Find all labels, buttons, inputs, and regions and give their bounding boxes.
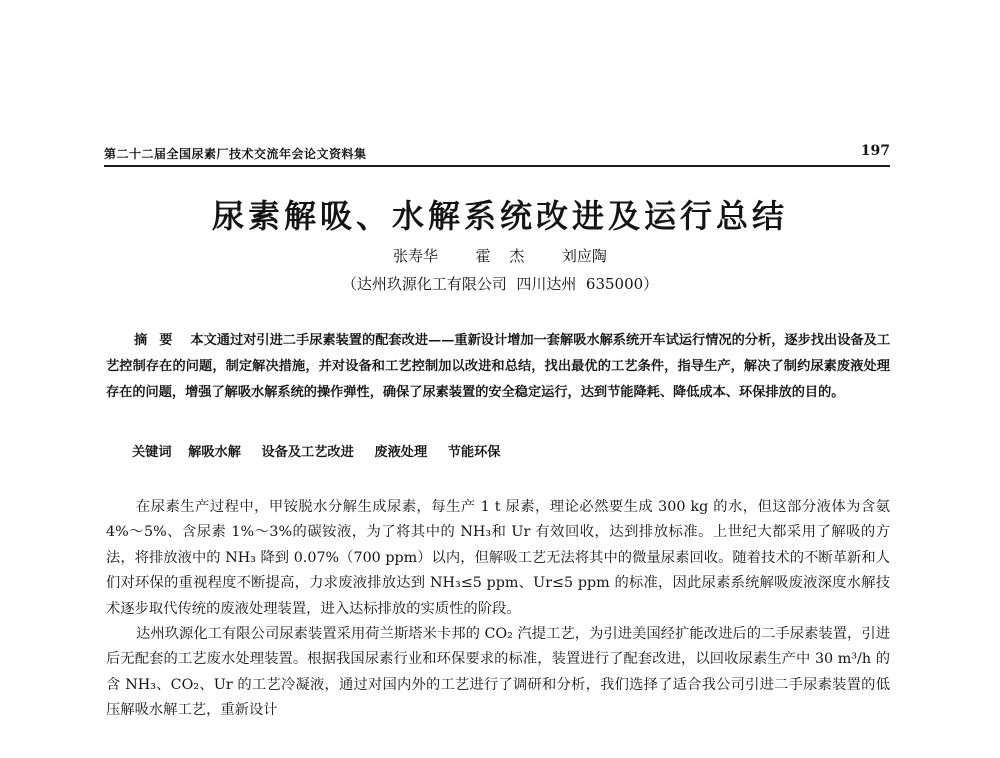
abstract-text: 本文通过对引进二手尿素装置的配套改进——重新设计增加一套解吸水解系统开车试运行情况的分析，逐步找出设备及工艺控制存在的问题，制定解决措施，并对设备和工艺控制加以改进和总结，找出最优的工艺条件，指导生产，解决了制约尿素废液处理存在的问题，增强了解吸水解系统的操作弹性，确保了尿素装置的安全稳定运行，达到节能降耗、降低成本、环保排放的目的。 [106,333,891,400]
abstract [106,328,890,406]
paper-title: 尿素解吸、水解系统改进及运行总结 [211,197,788,235]
running-header-title: 第二十二届全国尿素厂技术交流年会论文资料集 [104,147,367,161]
body-paragraph: 在尿素生产过程中，甲铵脱水分解生成尿素，每生产 1 t 尿素，理论必然要生成 300 kg 的水，但这部分液体为含氨 4%～5%、含尿素 1%～3%的碳铵液，为了将其中的 NH₃和 Ur 有效回收，达到排放标准。上世纪大都采用了解吸的方法，将排放液中的 NH₃ 降到 0.07%（700 ppm）以内，但解吸工艺无法将其中的微量尿素回收。随着技术的不断革新和人们对环保的重视程度不断提高，力求废液排放达到 NH₃≤5 ppm、Ur≤5 ppm 的标准，因此尿素系统解吸废液深度水解技术逐步取代传统的废液处理装置，进入达标排放的实质性的阶段。 [106,499,890,617]
author-list: 张寿华 霍 杰 刘应陶 [393,247,607,265]
running-header [104,143,890,167]
keyword-item: 节能环保 [447,445,501,460]
page-number: 197 [860,143,890,159]
keywords-label: 关键词 [132,445,172,460]
keyword-item: 设备及工艺改进 [261,445,354,460]
keyword-item: 废液处理 [374,445,428,460]
abstract-label: 摘要 [134,333,185,348]
keyword-item: 解吸水解 [188,445,241,460]
body-text [106,495,890,724]
keywords [132,441,890,460]
affiliation: （达州玖源化工有限公司 四川达州 635000） [341,275,659,293]
body-paragraph: 达州玖源化工有限公司尿素装置采用荷兰斯塔米卡邦的 CO₂ 汽提工艺，为引进美国经扩能改进后的二手尿素装置，引进后无配套的工艺废水处理装置。根据我国尿素行业和环保要求的标准，装置进行了配套改进，以回收尿素生产中 30 m³/h 的含 NH₃、CO₂、Ur 的工艺冷凝液，通过对国内外的工艺进行了调研和分析，我们选择了适合我公司引进二手尿素装置的低压解吸水解工艺，重新设计 [106,626,890,719]
